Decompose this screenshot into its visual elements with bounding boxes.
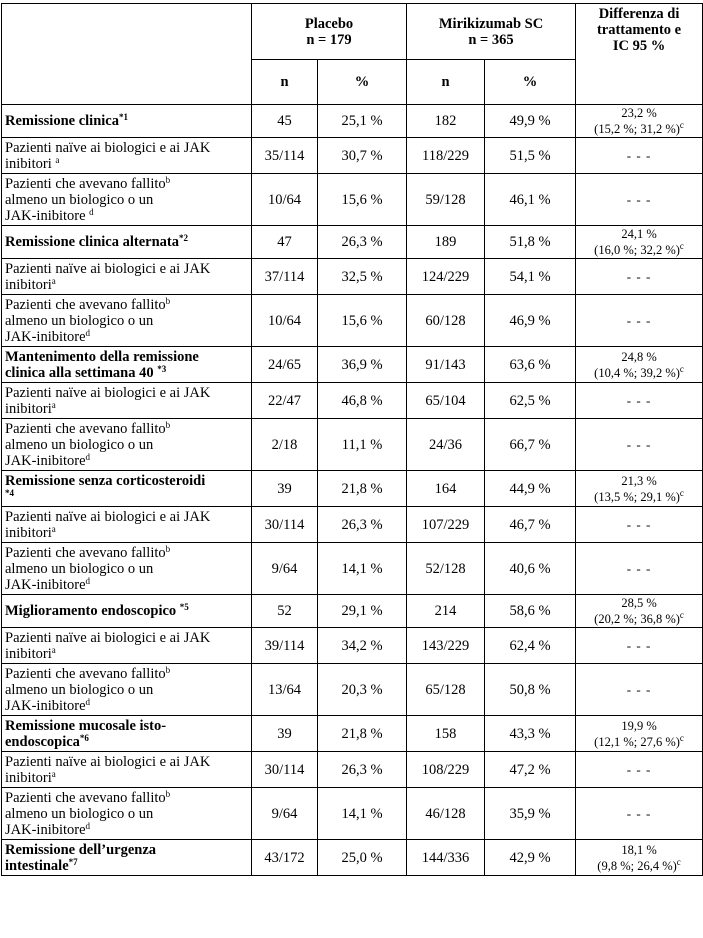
mirikizumab-pct-cell: 42,9 % bbox=[485, 840, 576, 876]
mirikizumab-pct-cell: 54,1 % bbox=[485, 259, 576, 295]
footnote-marker: *4 bbox=[5, 487, 14, 498]
row-label-cell bbox=[2, 595, 252, 628]
header-difference-line3: IC 95 % bbox=[612, 38, 666, 54]
footnote-marker: b bbox=[165, 664, 171, 675]
placebo-pct-cell: 25,0 % bbox=[318, 840, 407, 876]
footnote-marker: b bbox=[165, 295, 171, 306]
subgroup-label: Pazienti che avevano fallito$^b$ almeno un biologico o un JAK-inibitore$^d$ bbox=[5, 788, 171, 838]
mirikizumab-n-cell: 52/128 bbox=[407, 543, 485, 595]
subgroup-row-naive bbox=[2, 259, 703, 295]
placebo-pct-cell: 25,1 % bbox=[318, 105, 407, 138]
endpoint-label: Mantenimento della remissione clinica alla settimana 40 $^{*3}$ bbox=[5, 348, 199, 381]
placebo-n-cell: 9/64 bbox=[252, 543, 318, 595]
subgroup-label: Pazienti che avevano fallito$^b$ almeno un biologico o un JAK-inibitore $^d$ bbox=[5, 174, 171, 224]
mirikizumab-n-cell: 144/336 bbox=[407, 840, 485, 876]
difference-value: 18,1 % bbox=[621, 842, 657, 857]
footnote-marker: a bbox=[51, 275, 56, 286]
mirikizumab-n-cell: 46/128 bbox=[407, 788, 485, 840]
difference-cell bbox=[576, 105, 703, 138]
difference-value: 23,2 % bbox=[621, 106, 657, 120]
subgroup-label: Pazienti che avevano fallito$^b$ almeno un biologico o un JAK-inibitore$^d$ bbox=[5, 419, 171, 469]
placebo-n-cell: 37/114 bbox=[252, 259, 318, 295]
difference-cell bbox=[576, 716, 703, 752]
mirikizumab-pct-cell: 58,6 % bbox=[485, 595, 576, 628]
mirikizumab-n-cell: 60/128 bbox=[407, 295, 485, 347]
placebo-n-cell: 35/114 bbox=[252, 138, 318, 174]
subgroup-row-naive bbox=[2, 628, 703, 664]
row-label-cell bbox=[2, 543, 252, 595]
subgroup-label: Pazienti naïve ai biologici e ai JAK inibitori$^a$ bbox=[5, 753, 211, 786]
difference-value: 28,5 % bbox=[621, 596, 657, 610]
mirikizumab-n-cell: 65/128 bbox=[407, 664, 485, 716]
endpoint-row bbox=[2, 716, 703, 752]
footnote-marker: a bbox=[51, 644, 56, 655]
mirikizumab-n-cell: 143/229 bbox=[407, 628, 485, 664]
mirikizumab-pct-cell: 63,6 % bbox=[485, 347, 576, 383]
footnote-marker: c bbox=[679, 120, 684, 130]
difference-cell bbox=[576, 226, 703, 259]
footnote-marker: *5 bbox=[179, 602, 189, 612]
mirikizumab-pct-cell: 66,7 % bbox=[485, 419, 576, 471]
header-mirikizumab-pct-col: % bbox=[485, 60, 576, 105]
mirikizumab-n-cell: 124/229 bbox=[407, 259, 485, 295]
row-label-cell bbox=[2, 628, 252, 664]
footnote-marker: c bbox=[679, 610, 684, 620]
row-label-cell bbox=[2, 840, 252, 876]
mirikizumab-pct-cell: 51,8 % bbox=[485, 226, 576, 259]
footnote-marker: *1 bbox=[118, 112, 128, 122]
placebo-n-cell: 43/172 bbox=[252, 840, 318, 876]
header-difference-line1: Differenza di bbox=[598, 6, 680, 22]
row-label-cell bbox=[2, 664, 252, 716]
footnote-marker: d bbox=[85, 820, 91, 831]
difference-value: 24,8 % bbox=[621, 349, 657, 364]
difference-ci: (9,8 %; 26,4 %) bbox=[597, 858, 677, 873]
row-label-cell bbox=[2, 716, 252, 752]
footnote-marker: c bbox=[679, 487, 684, 498]
difference-cell: - - - bbox=[576, 664, 703, 716]
row-label-cell bbox=[2, 752, 252, 788]
footnote-marker: *2 bbox=[178, 233, 188, 243]
difference-value: 21,3 % bbox=[621, 473, 657, 488]
placebo-pct-cell: 26,3 % bbox=[318, 226, 407, 259]
subgroup-row-failed bbox=[2, 788, 703, 840]
header-placebo-title: Placebo bbox=[304, 15, 354, 32]
difference-cell: - - - bbox=[576, 174, 703, 226]
placebo-n-cell: 52 bbox=[252, 595, 318, 628]
row-label-cell bbox=[2, 174, 252, 226]
header-mirikizumab bbox=[407, 4, 576, 60]
placebo-pct-cell: 21,8 % bbox=[318, 471, 407, 507]
mirikizumab-n-cell: 158 bbox=[407, 716, 485, 752]
placebo-pct-cell: 21,8 % bbox=[318, 716, 407, 752]
row-label-cell bbox=[2, 507, 252, 543]
efficacy-table bbox=[1, 3, 703, 876]
placebo-n-cell: 10/64 bbox=[252, 174, 318, 226]
row-label-cell bbox=[2, 419, 252, 471]
difference-value: 19,9 % bbox=[621, 718, 657, 733]
header-row-groups bbox=[2, 4, 703, 60]
mirikizumab-pct-cell: 40,6 % bbox=[485, 543, 576, 595]
row-label-cell bbox=[2, 105, 252, 138]
mirikizumab-pct-cell: 35,9 % bbox=[485, 788, 576, 840]
subgroup-label: Pazienti naïve ai biologici e ai JAK inibitori$^a$ bbox=[5, 508, 211, 541]
header-placebo-n: n = 179 bbox=[306, 31, 352, 48]
row-label-cell bbox=[2, 295, 252, 347]
mirikizumab-pct-cell: 49,9 % bbox=[485, 105, 576, 138]
header-mirikizumab-n: n = 365 bbox=[468, 31, 514, 48]
header-placebo-n-col: n bbox=[252, 60, 318, 105]
mirikizumab-pct-cell: 62,4 % bbox=[485, 628, 576, 664]
placebo-pct-cell: 14,1 % bbox=[318, 543, 407, 595]
mirikizumab-n-cell: 108/229 bbox=[407, 752, 485, 788]
subgroup-row-naive bbox=[2, 383, 703, 419]
mirikizumab-n-cell: 189 bbox=[407, 226, 485, 259]
mirikizumab-n-cell: 164 bbox=[407, 471, 485, 507]
endpoint-label: Remissione senza corticosteroidi $^{*4}$ bbox=[5, 472, 206, 498]
footnote-marker: c bbox=[679, 363, 684, 374]
subgroup-row-failed bbox=[2, 174, 703, 226]
placebo-pct-cell: 46,8 % bbox=[318, 383, 407, 419]
header-empty-cell bbox=[2, 4, 252, 105]
endpoint-row bbox=[2, 471, 703, 507]
placebo-n-cell: 9/64 bbox=[252, 788, 318, 840]
placebo-pct-cell: 11,1 % bbox=[318, 419, 407, 471]
difference-cell: - - - bbox=[576, 138, 703, 174]
difference-cell: - - - bbox=[576, 788, 703, 840]
footnote-marker: a bbox=[55, 154, 60, 165]
row-label-cell bbox=[2, 138, 252, 174]
endpoint-label: Remissione clinica alternata$^{*2}$ bbox=[5, 233, 188, 250]
placebo-pct-cell: 29,1 % bbox=[318, 595, 407, 628]
footnote-marker: d bbox=[85, 575, 91, 586]
difference-cell: - - - bbox=[576, 259, 703, 295]
mirikizumab-pct-cell: 44,9 % bbox=[485, 471, 576, 507]
difference-cell: - - - bbox=[576, 383, 703, 419]
subgroup-row-failed bbox=[2, 543, 703, 595]
placebo-pct-cell: 20,3 % bbox=[318, 664, 407, 716]
placebo-pct-cell: 14,1 % bbox=[318, 788, 407, 840]
header-placebo bbox=[252, 4, 407, 60]
placebo-pct-cell: 26,3 % bbox=[318, 752, 407, 788]
difference-cell: - - - bbox=[576, 628, 703, 664]
subgroup-label: Pazienti naïve ai biologici e ai JAK inibitori$^a$ bbox=[5, 384, 211, 417]
endpoint-label: Remissione clinica$^{*1}$ bbox=[5, 112, 128, 129]
mirikizumab-n-cell: 24/36 bbox=[407, 419, 485, 471]
subgroup-row-naive bbox=[2, 507, 703, 543]
mirikizumab-n-cell: 91/143 bbox=[407, 347, 485, 383]
row-label-cell bbox=[2, 259, 252, 295]
placebo-pct-cell: 30,7 % bbox=[318, 138, 407, 174]
subgroup-row-naive bbox=[2, 752, 703, 788]
placebo-n-cell: 2/18 bbox=[252, 419, 318, 471]
placebo-n-cell: 39 bbox=[252, 716, 318, 752]
difference-ci: (12,1 %; 27,6 %) bbox=[594, 734, 680, 749]
mirikizumab-pct-cell: 62,5 % bbox=[485, 383, 576, 419]
header-difference bbox=[576, 4, 703, 105]
endpoint-row bbox=[2, 105, 703, 138]
footnote-marker: b bbox=[165, 543, 171, 554]
footnote-marker: *3 bbox=[157, 363, 167, 374]
placebo-n-cell: 39/114 bbox=[252, 628, 318, 664]
footnote-marker: d bbox=[89, 206, 94, 217]
footnote-marker: c bbox=[676, 856, 681, 867]
difference-ci: (13,5 %; 29,1 %) bbox=[594, 489, 680, 504]
difference-ci: (20,2 %; 36,8 %) bbox=[594, 612, 680, 626]
mirikizumab-n-cell: 65/104 bbox=[407, 383, 485, 419]
footnote-marker: b bbox=[165, 419, 171, 430]
row-label-cell bbox=[2, 226, 252, 259]
placebo-pct-cell: 15,6 % bbox=[318, 174, 407, 226]
subgroup-row-failed bbox=[2, 419, 703, 471]
placebo-pct-cell: 32,5 % bbox=[318, 259, 407, 295]
mirikizumab-pct-cell: 51,5 % bbox=[485, 138, 576, 174]
difference-ci: (15,2 %; 31,2 %) bbox=[594, 122, 680, 136]
mirikizumab-n-cell: 118/229 bbox=[407, 138, 485, 174]
row-label-cell bbox=[2, 788, 252, 840]
placebo-pct-cell: 34,2 % bbox=[318, 628, 407, 664]
placebo-n-cell: 47 bbox=[252, 226, 318, 259]
mirikizumab-pct-cell: 50,8 % bbox=[485, 664, 576, 716]
endpoint-row bbox=[2, 347, 703, 383]
mirikizumab-pct-cell: 46,7 % bbox=[485, 507, 576, 543]
row-label-cell bbox=[2, 471, 252, 507]
mirikizumab-pct-cell: 46,9 % bbox=[485, 295, 576, 347]
mirikizumab-n-cell: 182 bbox=[407, 105, 485, 138]
footnote-marker: a bbox=[51, 399, 56, 410]
placebo-n-cell: 30/114 bbox=[252, 752, 318, 788]
endpoint-row bbox=[2, 226, 703, 259]
difference-ci: (16,0 %; 32,2 %) bbox=[594, 243, 680, 257]
subgroup-label: Pazienti naïve ai biologici e ai JAK inibitori$^a$ bbox=[5, 629, 211, 662]
difference-cell bbox=[576, 840, 703, 876]
footnote-marker: a bbox=[51, 768, 56, 779]
subgroup-label: Pazienti che avevano fallito$^b$ almeno un biologico o un JAK-inibitore$^d$ bbox=[5, 664, 171, 714]
difference-cell: - - - bbox=[576, 752, 703, 788]
subgroup-label: Pazienti naïve ai biologici e ai JAK inibitori $^a$ bbox=[5, 139, 211, 172]
difference-value: 24,1 % bbox=[621, 227, 657, 241]
endpoint-label: Remissione mucosale isto- endoscopica$^{*6}$ bbox=[5, 717, 167, 750]
mirikizumab-pct-cell: 43,3 % bbox=[485, 716, 576, 752]
subgroup-row-naive bbox=[2, 138, 703, 174]
difference-cell bbox=[576, 595, 703, 628]
difference-ci: (10,4 %; 39,2 %) bbox=[594, 365, 680, 380]
header-placebo-pct-col: % bbox=[318, 60, 407, 105]
placebo-pct-cell: 26,3 % bbox=[318, 507, 407, 543]
subgroup-row-failed bbox=[2, 295, 703, 347]
placebo-pct-cell: 15,6 % bbox=[318, 295, 407, 347]
header-mirikizumab-title: Mirikizumab SC bbox=[438, 15, 544, 32]
endpoint-label: Remissione dell’urgenza intestinale$^{*7}$ bbox=[5, 841, 157, 874]
subgroup-label: Pazienti che avevano fallito$^b$ almeno un biologico o un JAK-inibitore$^d$ bbox=[5, 543, 171, 593]
placebo-n-cell: 22/47 bbox=[252, 383, 318, 419]
placebo-n-cell: 24/65 bbox=[252, 347, 318, 383]
row-label-cell bbox=[2, 383, 252, 419]
difference-cell bbox=[576, 347, 703, 383]
footnote-marker: d bbox=[85, 696, 91, 707]
header-difference-line2: trattamento e bbox=[596, 22, 682, 38]
placebo-n-cell: 39 bbox=[252, 471, 318, 507]
footnote-marker: a bbox=[51, 523, 56, 534]
footnote-marker: c bbox=[679, 732, 684, 743]
placebo-n-cell: 30/114 bbox=[252, 507, 318, 543]
placebo-n-cell: 10/64 bbox=[252, 295, 318, 347]
difference-cell: - - - bbox=[576, 507, 703, 543]
subgroup-label: Pazienti che avevano fallito$^b$ almeno un biologico o un JAK-inibitore$^d$ bbox=[5, 295, 171, 345]
footnote-marker: *6 bbox=[79, 732, 89, 743]
placebo-n-cell: 13/64 bbox=[252, 664, 318, 716]
subgroup-row-failed bbox=[2, 664, 703, 716]
mirikizumab-pct-cell: 46,1 % bbox=[485, 174, 576, 226]
difference-cell: - - - bbox=[576, 543, 703, 595]
difference-cell bbox=[576, 471, 703, 507]
footnote-marker: *7 bbox=[68, 856, 78, 867]
footnote-marker: d bbox=[85, 451, 91, 462]
header-mirikizumab-n-col: n bbox=[407, 60, 485, 105]
placebo-n-cell: 45 bbox=[252, 105, 318, 138]
difference-cell: - - - bbox=[576, 295, 703, 347]
mirikizumab-n-cell: 59/128 bbox=[407, 174, 485, 226]
footnote-marker: b bbox=[165, 174, 171, 185]
footnote-marker: c bbox=[679, 241, 684, 251]
subgroup-label: Pazienti naïve ai biologici e ai JAK inibitori$^a$ bbox=[5, 260, 211, 293]
mirikizumab-n-cell: 214 bbox=[407, 595, 485, 628]
footnote-marker: b bbox=[165, 788, 171, 799]
row-label-cell bbox=[2, 347, 252, 383]
endpoint-row bbox=[2, 595, 703, 628]
mirikizumab-pct-cell: 47,2 % bbox=[485, 752, 576, 788]
mirikizumab-n-cell: 107/229 bbox=[407, 507, 485, 543]
endpoint-row bbox=[2, 840, 703, 876]
endpoint-label: Miglioramento endoscopico $^{*5}$ bbox=[5, 602, 189, 619]
difference-cell: - - - bbox=[576, 419, 703, 471]
footnote-marker: d bbox=[85, 327, 91, 338]
placebo-pct-cell: 36,9 % bbox=[318, 347, 407, 383]
